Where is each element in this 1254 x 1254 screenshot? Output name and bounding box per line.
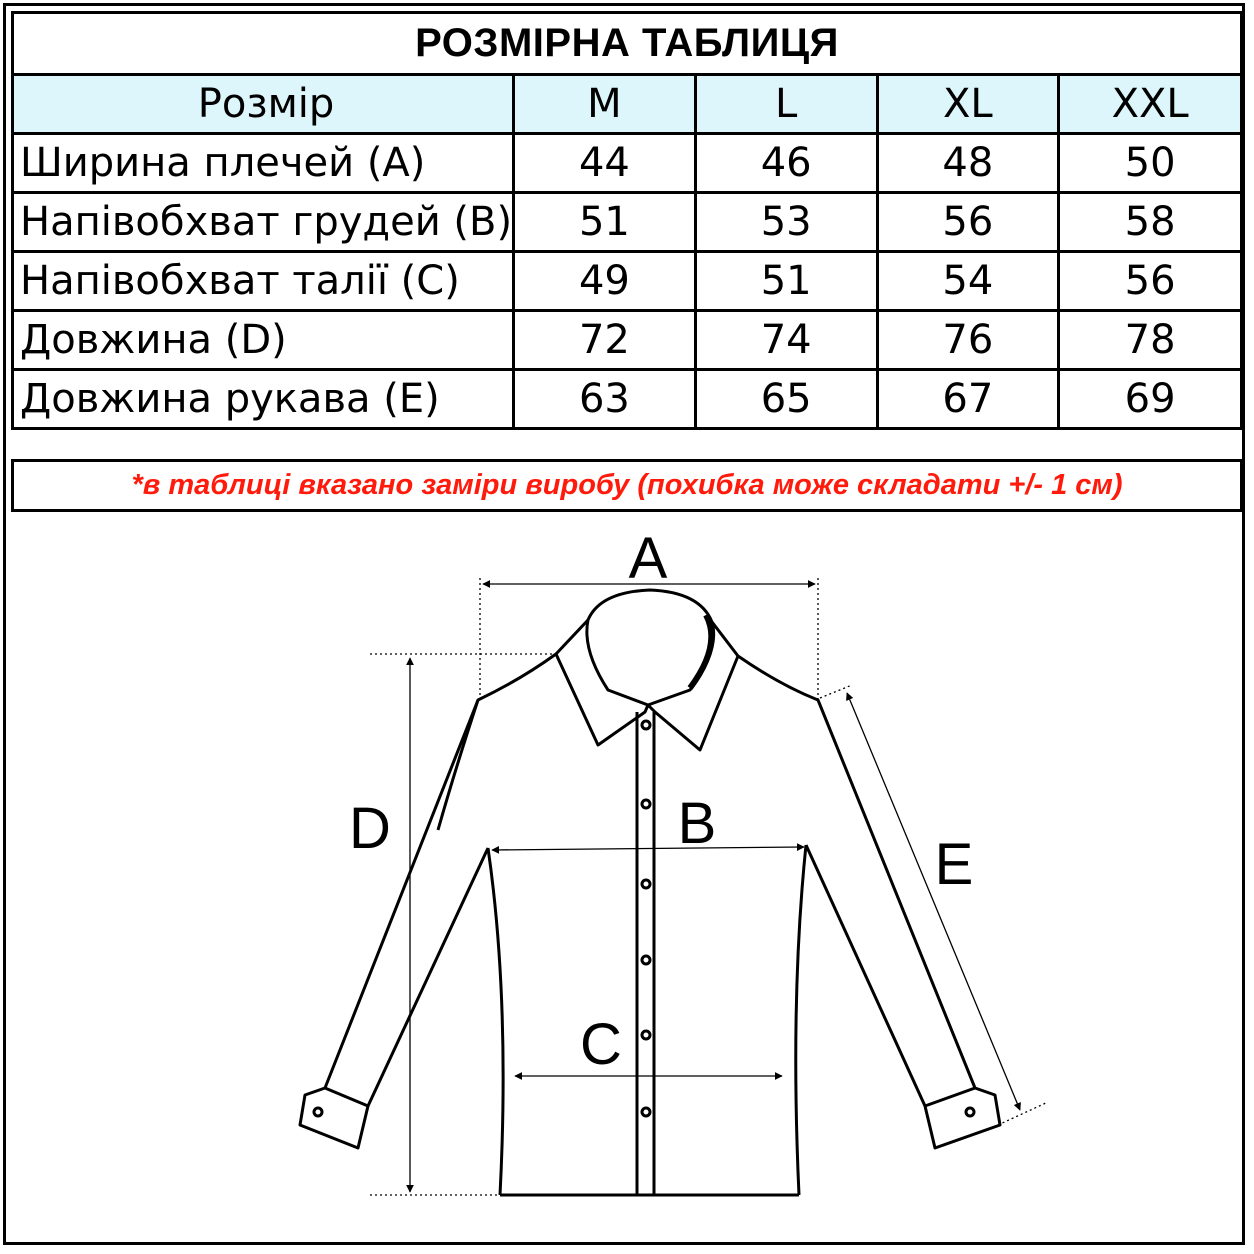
- cell-value: 46: [695, 134, 877, 193]
- cell-value: 74: [695, 311, 877, 370]
- row-label-sleeve: Довжина рукава (E): [13, 370, 514, 429]
- table-title: РОЗМІРНА ТАБЛИЦЯ: [11, 11, 1243, 76]
- button-icons: [314, 721, 974, 1116]
- label-b: B: [677, 791, 717, 856]
- header-size-xxl: XXL: [1059, 75, 1242, 134]
- cuff-button-icon: [314, 1108, 322, 1116]
- measurement-note: *в таблиці вказано заміри виробу (похибка може складати +/- 1 см): [11, 459, 1243, 512]
- cell-value: 53: [695, 193, 877, 252]
- cell-value: 50: [1059, 134, 1242, 193]
- row-label-chest: Напівобхват грудей (B): [13, 193, 514, 252]
- cell-value: 63: [514, 370, 696, 429]
- header-size-label: Розмір: [13, 75, 514, 134]
- row-label-length: Довжина (D): [13, 311, 514, 370]
- button-icon: [642, 800, 650, 808]
- shirt-outline: [300, 590, 1000, 1195]
- dimension-e-guide: [998, 1102, 1048, 1125]
- dimension-e-guide: [820, 685, 852, 698]
- header-size-l: L: [695, 75, 877, 134]
- cell-value: 44: [514, 134, 696, 193]
- button-icon: [642, 956, 650, 964]
- row-label-shoulder: Ширина плечей (A): [13, 134, 514, 193]
- header-size-m: M: [514, 75, 696, 134]
- cell-value: 58: [1059, 193, 1242, 252]
- label-c: C: [580, 1012, 622, 1077]
- cell-value: 54: [877, 252, 1059, 311]
- cell-value: 49: [514, 252, 696, 311]
- dimension-b-line: [492, 847, 804, 850]
- cell-value: 69: [1059, 370, 1242, 429]
- cell-value: 65: [695, 370, 877, 429]
- button-icon: [642, 721, 650, 729]
- button-icon: [642, 1031, 650, 1039]
- label-d: D: [349, 796, 391, 861]
- cell-value: 72: [514, 311, 696, 370]
- cell-value: 56: [877, 193, 1059, 252]
- row-label-waist: Напівобхват талії (C): [13, 252, 514, 311]
- cell-value: 48: [877, 134, 1059, 193]
- cuff-button-icon: [966, 1108, 974, 1116]
- cell-value: 67: [877, 370, 1059, 429]
- button-icon: [642, 880, 650, 888]
- header-size-xl: XL: [877, 75, 1059, 134]
- cell-value: 76: [877, 311, 1059, 370]
- cell-value: 51: [514, 193, 696, 252]
- cell-value: 56: [1059, 252, 1242, 311]
- label-a: A: [628, 526, 668, 591]
- cell-value: 78: [1059, 311, 1242, 370]
- label-e: E: [934, 832, 974, 897]
- button-icon: [642, 1108, 650, 1116]
- dimension-e-line: [847, 693, 1020, 1110]
- cell-value: 51: [695, 252, 877, 311]
